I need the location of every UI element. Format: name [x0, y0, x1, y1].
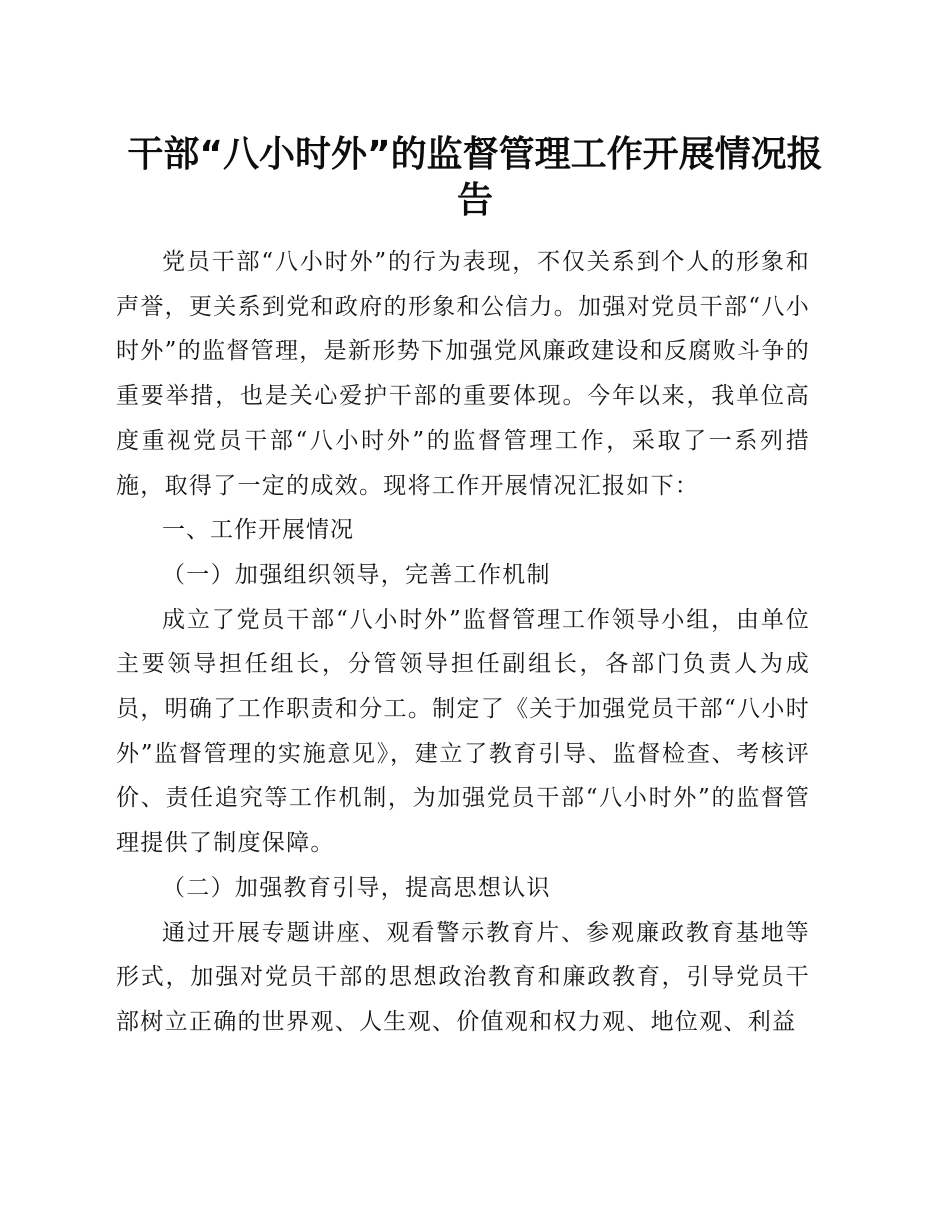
- intro-paragraph: 党员干部“八小时外”的行为表现，不仅关系到个人的形象和声誉，更关系到党和政府的形象和公信力。加强对党员干部“八小时外”的监督管理，是新形势下加强党风廉政建设和反腐败斗争的重要举措，也是关心爱护干部的重要体现。今年以来，我单位高度重视党员干部“八小时外”的监督管理工作，采取了一系列措施，取得了一定的成效。现将工作开展情况汇报如下：: [116, 249, 810, 499]
- subsection-paragraph-2: 通过开展专题讲座、观看警示教育片、参观廉政教育基地等形式，加强对党员干部的思想政治教育和廉政教育，引导党员干部树立正确的世界观、人生观、价值观和权力观、地位观、利益: [116, 919, 810, 1035]
- subsection-heading-1: （一）加强组织领导，完善工作机制: [162, 561, 551, 588]
- document-body: [116, 240, 810, 1045]
- document-title: 干部“八小时外”的监督管理工作开展情况报告: [127, 134, 823, 221]
- section-heading: 一、工作开展情况: [162, 517, 354, 544]
- subsection-heading-2: （二）加强教育引导，提高思想认识: [162, 874, 551, 901]
- subsection-paragraph-1: 成立了党员干部“八小时外”监督管理工作领导小组，由单位主要领导担任组长，分管领导担任副组长，各部门负责人为成员，明确了工作职责和分工。制定了《关于加强党员干部“八小时外”监督管理的实施意见》，建立了教育引导、监督检查、考核评价、责任追究等工作机制，为加强党员干部“八小时外”的监督管理提供了制度保障。: [116, 606, 810, 857]
